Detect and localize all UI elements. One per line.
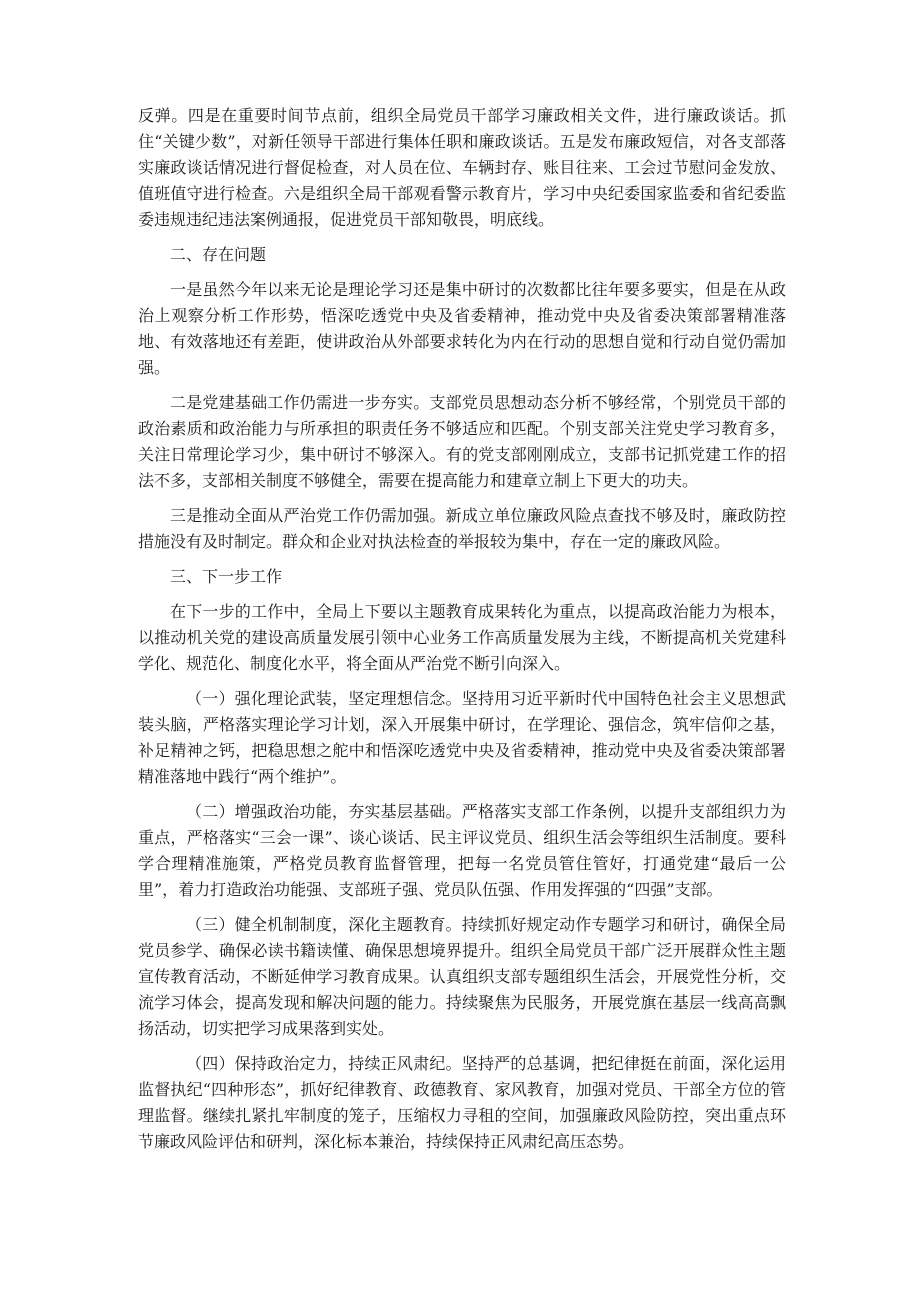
- paragraph-next-2: （二）增强政治功能，夯实基层基础。严格落实支部工作条例，以提升支部组织力为重点，严格落实“三会一课”、谈心谈话、民主评议党员、组织生活会等组织生活制度。要科学合理精准施策，严格党员教育监督管理，把每一名党员管住管好，打通党建“最后一公里”，着力打造政治功能强、支部班子强、党员队伍强、作用发挥强的“四强”支部。: [138, 802, 786, 899]
- paragraph-problem-3: 三是推动全面从严治党工作仍需加强。新成立单位廉政风险点查找不够及时，廉政防控措施没有及时制定。群众和企业对执法检查的举报较为集中，存在一定的廉政风险。: [138, 506, 786, 551]
- section-heading-problems: 二、存在问题: [170, 245, 267, 264]
- paragraph-next-4: （四）保持政治定力，持续正风肃纪。坚持严的总基调，把纪律挺在前面，深化运用监督执纪“四种形态”，抓好纪律教育、政德教育、家风教育，加强对党员、干部全方位的管理监督。继续扎紧扎牢制度的笼子，压缩权力寻租的空间，加强廉政风险防控，突出重点环节廉政风险评估和研判，深化标本兼治，持续保持正风肃纪高压态势。: [138, 1054, 786, 1151]
- paragraph-next-intro: 在下一步的工作中，全局上下要以主题教育成果转化为重点，以提高政治能力为根本，以推动机关党的建设高质量发展引领中心业务工作高质量发展为主线，不断提高机关党建科学化、规范化、制度化水平，将全面从严治党不断引向深入。: [138, 602, 786, 673]
- paragraph-problem-2: 二是党建基础工作仍需进一步夯实。支部党员思想动态分析不够经常，个别党员干部的政治素质和政治能力与所承担的职责任务不够适应和匹配。个别支部关注党史学习教育多，关注日常理论学习少，集中研讨不够深入。有的党支部刚刚成立，支部书记抓党建工作的招法不多，支部相关制度不够健全，需要在提高能力和建章立制上下更大的功夫。: [138, 393, 786, 490]
- section-heading-next-steps: 三、下一步工作: [170, 567, 283, 586]
- paragraph-next-1: （一）强化理论武装，坚定理想信念。坚持用习近平新时代中国特色社会主义思想武装头脑，严格落实理论学习计划，深入开展集中研讨，在学理论、强信念，筑牢信仰之基，补足精神之钙，把稳思想之舵中和悟深吃透党中央及省委精神，推动党中央及省委决策部署精准落地中践行“两个维护”。: [138, 689, 786, 786]
- paragraph-continued: 反弹。四是在重要时间节点前，组织全局党员干部学习廉政相关文件，进行廉政谈话。抓住“关键少数”，对新任领导干部进行集体任职和廉政谈话。五是发布廉政短信，对各支部落实廉政谈话情况进行督促检查，对人员在位、车辆封存、账目往来、工会过节慰问金发放、值班值守进行检查。六是组织全局干部观看警示教育片，学习中央纪委国家监委和省纪委监委违规违纪违法案例通报，促进党员干部知敬畏，明底线。: [138, 106, 786, 229]
- document-body: [138, 103, 786, 1164]
- paragraph-problem-1: 一是虽然今年以来无论是理论学习还是集中研讨的次数都比往年要多要实，但是在从政治上观察分析工作形势，悟深吃透党中央及省委精神，推动党中央及省委决策部署精准落地、有效落地还有差距，使讲政治从外部要求转化为内在行动的思想自觉和行动自觉仍需加强。: [138, 280, 786, 377]
- paragraph-next-3: （三）健全机制制度，深化主题教育。持续抓好规定动作专题学习和研讨，确保全局党员参学、确保必读书籍读懂、确保思想境界提升。组织全局党员干部广泛开展群众性主题宣传教育活动，不断延伸学习教育成果。认真组织支部专题组织生活会，开展党性分析，交流学习体会，提高发现和解决问题的能力。持续聚焦为民服务，开展党旗在基层一线高高飘扬活动，切实把学习成果落到实处。: [138, 915, 786, 1038]
